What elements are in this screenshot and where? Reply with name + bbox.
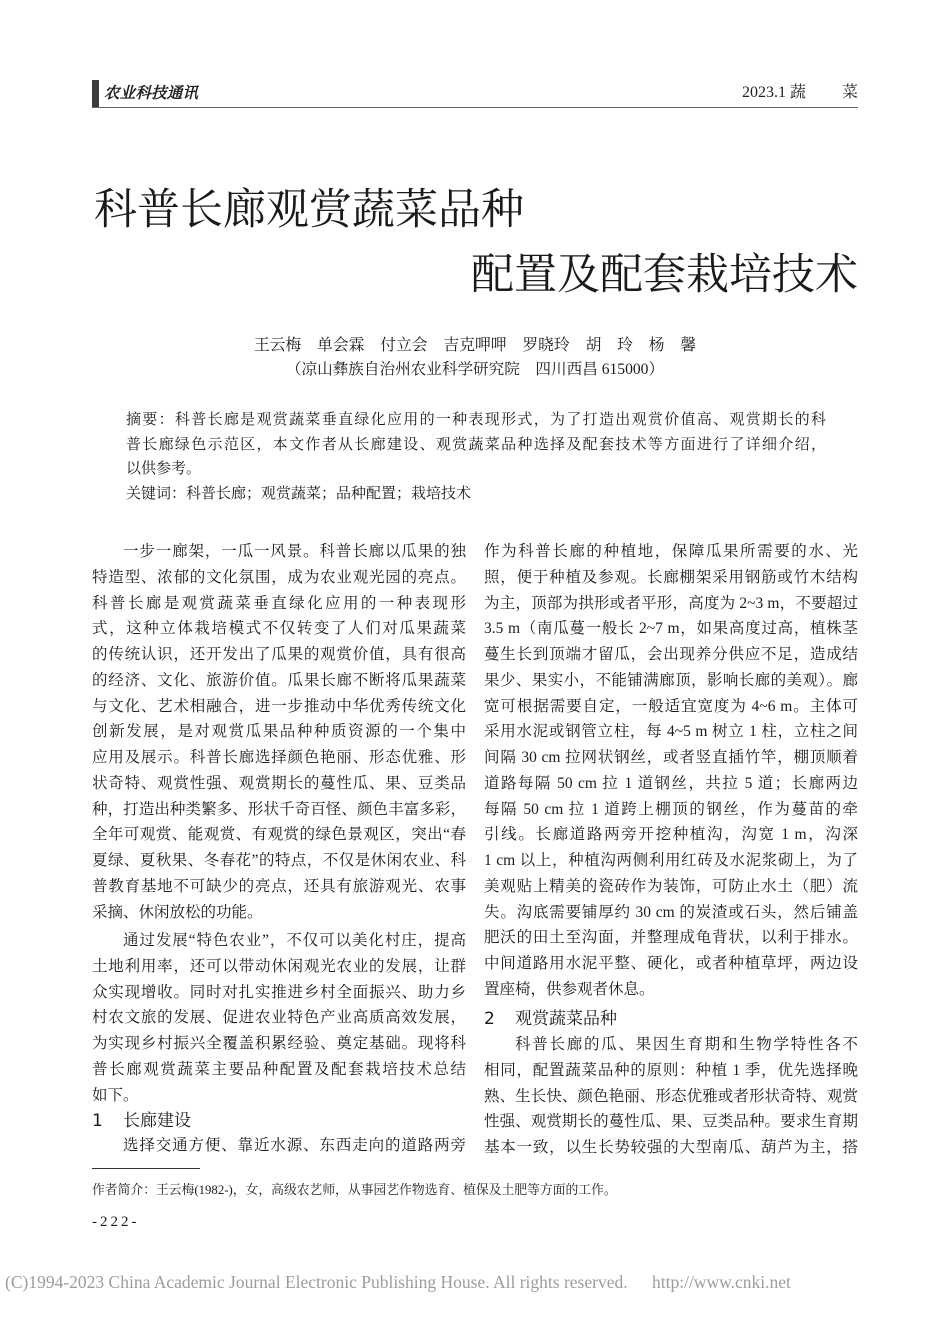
abstract-block [126,408,826,507]
section-title: 观赏蔬菜品种 [515,1009,617,1029]
text-line: 宽可根据需要自定，一般适宜宽度为 4~6 m。主体可 [484,697,858,715]
text-line: 的传统认识，还开发出了瓜果的观赏价值，具有很高 [92,646,466,663]
text-line: 为实现乡村振兴全覆盖积累经验、奠定基础。现将科 [92,1035,466,1052]
text-line: 采用水泥或钢管立柱，每 4~5 m 树立 1 柱，立柱之间 [484,723,858,741]
text-line: 众实现增收。同时对扎实推进乡村全面振兴、助力乡 [92,983,466,1001]
article-title-line-2: 配置及配套栽培技术 [471,250,858,300]
text-line: 1 cm 以上，种植沟两侧利用红砖及水泥浆砌上，为了 [484,852,858,869]
text-line: 的经济、文化、旅游价值。瓜果长廊不断将瓜果蔬菜 [92,671,466,689]
section-title: 长廊建设 [123,1111,191,1131]
text-line: 3.5 m（南瓜蔓一般长 2~7 m，如果高度过高，植株茎 [484,620,858,638]
section-heading-1 [92,1108,191,1134]
text-line: 科普长廊的瓜、果因生育期和生物学特性各不 [515,1036,858,1053]
journal-section: 蔬菜 [789,84,894,101]
section-2-paragraph [484,1032,858,1161]
text-line: 间隔 30 cm 拉网状钢丝，或者竖直插竹竿，棚顶顺着 [484,749,858,766]
text-line: 式，这种立体栽培模式不仅转变了人们对瓜果蔬菜 [92,620,466,638]
text-line: 美观贴上精美的瓷砖作为装饰，可防止水土（肥）流 [484,877,858,895]
abstract-line: 普长廊绿色示范区，本文作者从长廊建设、观赏蔬菜品种选择及配套技术等方面进行了详细介绍， [126,436,826,453]
text-line: 选择交通方便、靠近水源、东西走向的道路两旁 [123,1137,466,1154]
section-heading-2 [484,1006,617,1032]
text-line: 种，打造出种类繁多、形状千奇百怪、颜色丰富多彩， [92,800,466,818]
text-line: 如下。 [92,1086,139,1104]
text-line: 创新发展，是对观赏瓜果品种种质资源的一个集中 [92,723,466,741]
abstract-line: 摘要：科普长廊是观赏蔬菜垂直绿化应用的一种表现形式，为了打造出观赏价值高、观赏期长的科 [126,412,826,428]
text-line: 蔓生长到顶端才留瓜，会出现养分供应不足，造成结 [484,646,858,663]
text-line: 失。沟底需要铺厚约 30 cm 的炭渣或石头，然后铺盖 [484,903,858,921]
header-issue-info [741,83,894,103]
text-line: 土地利用率，还可以带动休闲观光农业的发展，让群 [92,957,466,975]
text-line: 照，便于种植及参观。长廊棚架采用钢筋或竹木结构 [484,568,858,586]
text-line: 性强、观赏期长的蔓性瓜、果、豆类品种。要求生育期 [484,1113,858,1131]
text-line: 状奇特、观赏性强、观赏期长的蔓性瓜、果、豆类品 [92,774,466,792]
text-line: 普长廊观赏蔬菜主要品种配置及配套栽培技术总结 [92,1060,466,1078]
text-line: 基本一致，以生长势较强的大型南瓜、葫芦为主，搭 [484,1139,858,1156]
text-line: 道路每隔 50 cm 拉 1 道钢丝，共拉 5 道；长廊两边 [484,774,858,792]
header-bar [92,80,99,107]
issue-number: 2023.1 [741,84,786,101]
affiliation: （凉山彝族自治州农业科学研究院 四川西昌 615000） [285,361,665,378]
section-number: 2 [484,1009,495,1029]
footnote-rule [92,1168,200,1169]
article-title-line-1: 科普长廊观赏蔬菜品种 [94,185,524,235]
copyright-url: http://www.cnki.net [652,1272,791,1292]
text-line: 中间道路用水泥平整、硬化，或者种植草坪，两边设 [484,955,858,972]
text-line: 肥沃的田土至沟面，并整理成龟背状，以利于排水。 [484,929,858,947]
text-line: 通过发展“特色农业”，不仅可以美化村庄，提高 [123,932,466,949]
text-line: 采摘、休闲放松的功能。 [92,903,263,921]
header-rule [92,107,858,108]
text-line: 每隔 50 cm 拉 1 道跨上棚顶的钢丝，作为蔓苗的牵 [484,800,858,818]
text-line: 特造型、浓郁的文化氛围，成为农业观光园的亮点。 [92,568,466,586]
text-line: 相同，配置蔬菜品种的原则：种植 1 季，优先选择晚 [484,1061,858,1079]
section-number: 1 [92,1111,103,1131]
text-line: 夏绿、夏秋果、冬春花”的特点，不仅是休闲农业、科 [92,852,466,869]
text-line: 作为科普长廊的种植地，保障瓜果所需要的水、光 [484,543,858,560]
text-line: 与文化、艺术相融合，进一步推动中华优秀传统文化 [92,697,466,715]
section-1-paragraph [92,1133,466,1159]
text-line: 熟、生长快、颜色艳丽、形态优雅或者形状奇特、观赏 [484,1087,858,1105]
text-line: 全年可观赏、能观赏、有观赏的绿色景观区，突出“春 [92,826,466,844]
author-footnote: 作者简介：王云梅(1982-)，女，高级农艺师，从事园艺作物选育、植保及土肥等方面的工作。 [92,1183,617,1197]
page-number: -222- [92,1214,140,1230]
text-line: 引线。长廊道路两旁开挖种植沟，沟宽 1 m，沟深 [484,826,858,844]
copyright-notice: (C)1994-2023 China Academic Journal Electronic Publishing House. All rights reserved. [5,1272,628,1292]
text-line: 普教育基地不可缺少的亮点，还具有旅游观光、农事 [92,877,466,895]
intro-paragraph-2 [92,928,466,1108]
text-line: 为主，顶部为拱形或者平形，高度为 2~3 m，不要超过 [484,594,858,612]
abstract-line: 以供参考。 [126,461,202,478]
section-1-paragraph-continued [484,539,858,1003]
text-line: 应用及展示。科普长廊选择颜色艳丽、形态优雅、形 [92,749,466,766]
text-line: 一步一廊架，一瓜一风景。科普长廊以瓜果的独 [123,543,466,560]
intro-paragraph-1 [92,539,466,925]
text-line: 村农文旅的发展、促进农业特色产业高质高效发展， [92,1009,466,1027]
text-line: 置座椅，供参观者休息。 [484,980,655,998]
text-line: 科普长廊是观赏蔬菜垂直绿化应用的一种表现形 [92,594,466,612]
text-line: 果少、果实小，不能铺满廊顶，影响长廊的美观）。廊 [484,671,858,689]
journal-logo: 农业科技通讯 [104,85,199,102]
keywords: 关键词：科普长廊；观赏蔬菜；品种配置；栽培技术 [126,486,472,503]
author-list: 王云梅 单会霖 付立会 吉克呷呷 罗晓玲 胡 玲 杨 馨 [253,337,697,354]
